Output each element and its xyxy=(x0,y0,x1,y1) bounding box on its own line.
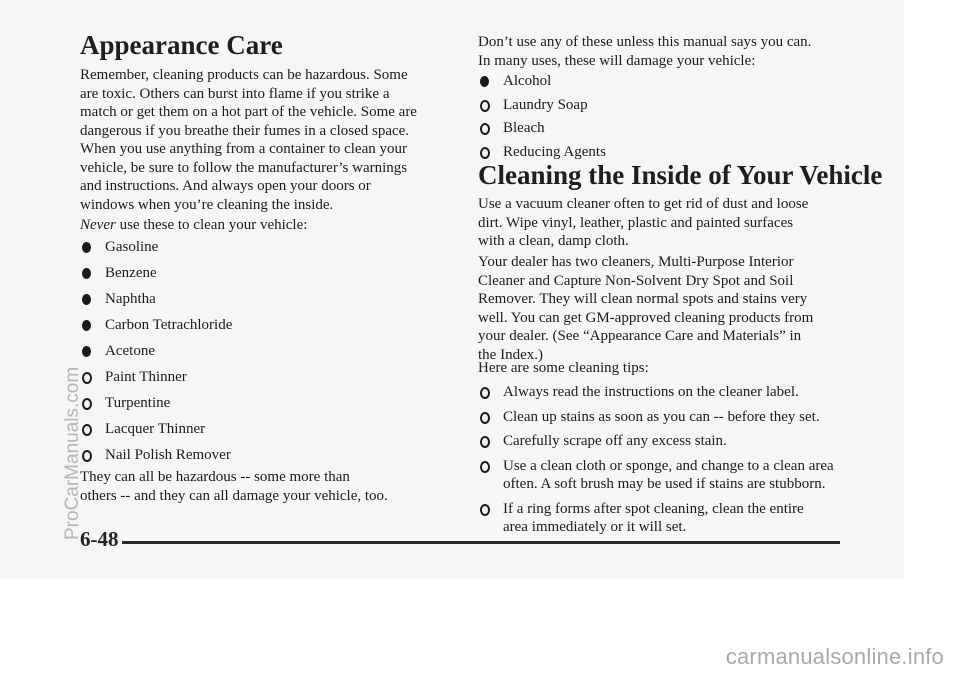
list-item: Naphtha xyxy=(80,290,232,309)
dont-use-paragraph xyxy=(478,33,811,70)
list-item: Acetone xyxy=(80,342,232,361)
section-heading-appearance-care: Appearance Care xyxy=(80,30,283,60)
dont-use-line: In many uses, these will damage your vehicle: xyxy=(478,52,756,69)
list-item: Paint Thinner xyxy=(80,368,232,387)
intro-line: match or get them on a hot part of the vehicle. Some are xyxy=(80,104,417,120)
list-item: Bleach xyxy=(478,119,606,138)
vacuum-paragraph xyxy=(478,195,808,251)
paragraph-line: the Index.) xyxy=(478,346,543,363)
closing-line: others -- and they can all damage your vehicle, too. xyxy=(80,487,388,504)
list-item: Lacquer Thinner xyxy=(80,420,232,439)
list-item: Carefully scrape off any excess stain. xyxy=(478,432,834,451)
list-item: Use a clean cloth or sponge, and change to a clean area often. A soft brush may be used if stains are stubborn. xyxy=(478,457,834,494)
list-item: Laundry Soap xyxy=(478,96,606,115)
never-use-text: use these to clean your vehicle: xyxy=(115,217,308,233)
cleaning-tips-list xyxy=(478,383,834,537)
page-number: 6-48 xyxy=(80,527,119,551)
closing-paragraph xyxy=(80,468,388,505)
list-item: Clean up stains as soon as you can -- before they set. xyxy=(478,408,834,427)
never-emphasis: Never xyxy=(80,217,116,233)
paragraph-line: dirt. Wipe vinyl, leather, plastic and painted surfaces xyxy=(478,214,794,231)
bullet-icon xyxy=(480,504,490,516)
list-item: If a ring forms after spot cleaning, clean the entire area immediately or it will set. xyxy=(478,500,834,537)
list-item: Alcohol xyxy=(478,72,606,91)
side-watermark xyxy=(54,200,84,540)
bullet-icon xyxy=(480,147,490,159)
paragraph-line: Remover. They will clean normal spots and stains very xyxy=(478,291,808,307)
intro-line: When you use anything from a container to clean your xyxy=(80,141,407,157)
list-item: Benzene xyxy=(80,264,232,283)
intro-line: Remember, cleaning products can be hazardous. Some xyxy=(80,67,408,83)
bullet-icon xyxy=(480,412,490,424)
side-watermark-text: ProCarManuals.com xyxy=(62,366,83,540)
bullet-icon xyxy=(480,461,490,473)
bullet-icon xyxy=(480,387,490,399)
intro-paragraph xyxy=(80,66,417,214)
intro-line: are toxic. Others can burst into flame if you strike a xyxy=(80,85,390,102)
list-item: Turpentine xyxy=(80,394,232,413)
list-item: Always read the instructions on the cleaner label. xyxy=(478,383,834,402)
paragraph-line: Your dealer has two cleaners, Multi-Purpose Interior xyxy=(478,254,794,270)
intro-line: windows when you’re cleaning the inside. xyxy=(80,196,334,213)
dealer-cleaners-paragraph xyxy=(478,253,813,364)
never-use-sentence xyxy=(80,216,307,235)
paragraph-line: your dealer. (See “Appearance Care and Materials” in xyxy=(478,328,802,344)
bullet-icon xyxy=(480,436,490,448)
paragraph-line: with a clean, damp cloth. xyxy=(478,233,629,249)
dont-use-line: Don’t use any of these unless this manual says you can. xyxy=(478,34,812,50)
paragraph-line: Cleaner and Capture Non-Solvent Dry Spot and Soil xyxy=(478,272,794,289)
closing-line: They can all be hazardous -- some more than xyxy=(80,469,350,485)
bullet-icon xyxy=(480,123,490,135)
bullet-icon xyxy=(480,100,490,112)
dont-use-list xyxy=(478,72,606,161)
footer-rule xyxy=(122,541,840,544)
bullet-icon xyxy=(480,76,489,87)
section-heading-cleaning-inside: Cleaning the Inside of Your Vehicle xyxy=(478,160,883,190)
paragraph-line: Use a vacuum cleaner often to get rid of dust and loose xyxy=(478,196,809,212)
intro-line: vehicle, be sure to follow the manufacturer’s warnings xyxy=(80,159,408,176)
list-item: Nail Polish Remover xyxy=(80,446,232,465)
tips-intro: Here are some cleaning tips: xyxy=(478,360,649,376)
never-use-list xyxy=(80,238,232,465)
paragraph-line: well. You can get GM-approved cleaning products from xyxy=(478,309,814,326)
list-item: Gasoline xyxy=(80,238,232,257)
intro-line: dangerous if you breathe their fumes in a closed space. xyxy=(80,122,410,139)
list-item: Carbon Tetrachloride xyxy=(80,316,232,335)
bottom-watermark: carmanualsonline.info xyxy=(725,644,944,669)
list-item: Reducing Agents xyxy=(478,143,606,162)
intro-line: and instructions. And always open your doors or xyxy=(80,178,371,194)
